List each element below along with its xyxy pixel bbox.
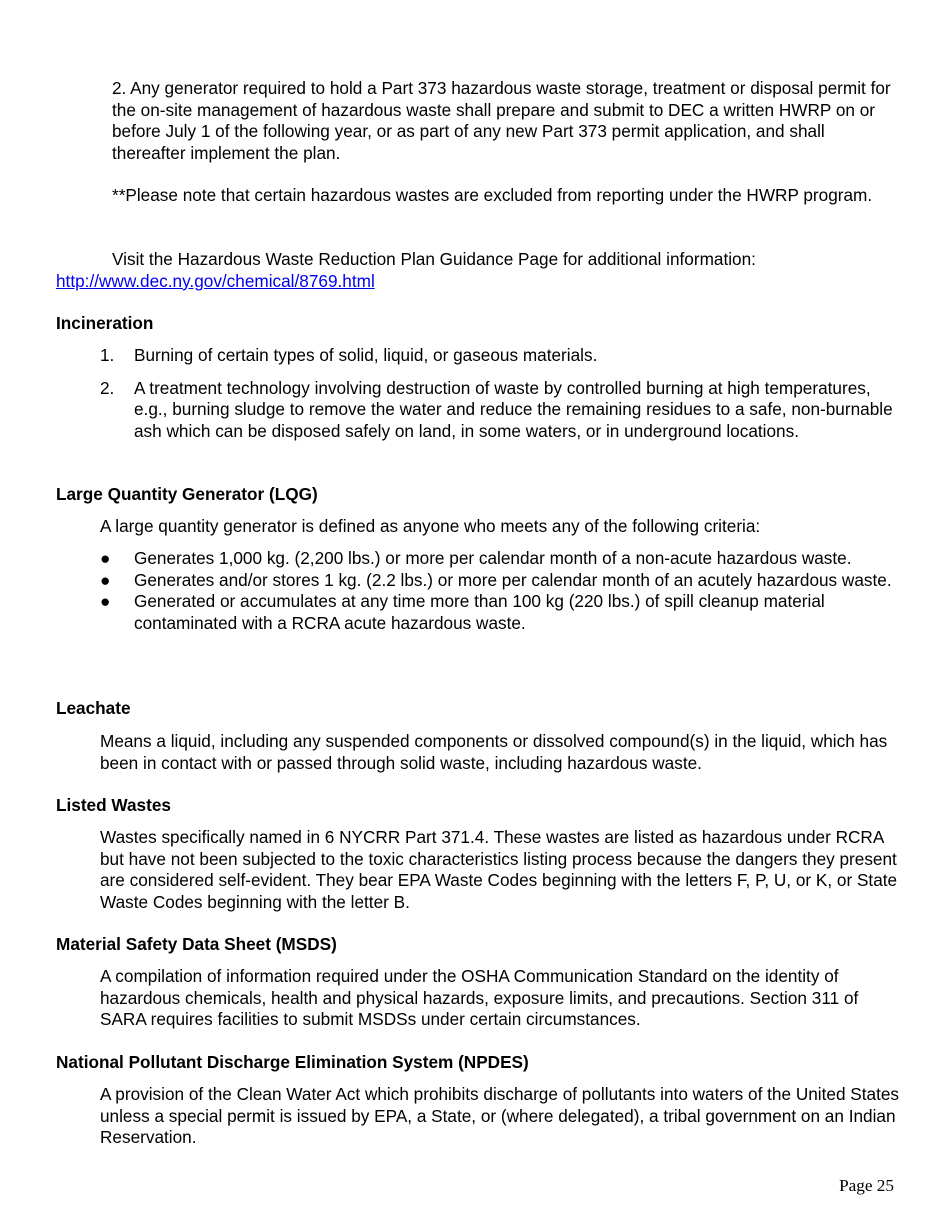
list-item-text: Generated or accumulates at any time more than 100 kg (220 lbs.) of spill cleanup material contaminated with a RCRA acute hazardous waste. (134, 591, 825, 633)
list-item (100, 548, 900, 570)
page-number: Page 25 (839, 1176, 894, 1195)
list-item (100, 570, 900, 592)
list-item-text: Generates 1,000 kg. (2,200 lbs.) or more per calendar month of a non-acute hazardous waste. (134, 548, 852, 568)
lqg-criteria-list (100, 548, 900, 634)
bullet-icon: ● (100, 548, 111, 568)
msds-definition: A compilation of information required under the OSHA Communication Standard on the identity of hazardous chemicals, health and physical hazards, exposure limits, and precautions. Section 311 of SARA requires facilities to submit MSDSs under certain circumstances. (100, 966, 859, 1029)
list-marker: 1. (100, 345, 115, 365)
hwrp-note: **Please note that certain hazardous wastes are excluded from reporting under the HWRP program. (112, 185, 873, 205)
npdes-definition: A provision of the Clean Water Act which prohibits discharge of pollutants into waters of the United States unless a special permit is issued by EPA, a State, or (where delegated), a tribal government on an Indian Reservation. (100, 1084, 900, 1147)
hwrp-visit-paragraph (56, 249, 906, 292)
incineration-heading: Incineration (56, 313, 154, 333)
list-item (100, 591, 900, 634)
hwrp-item-2: 2. Any generator required to hold a Part 373 hazardous waste storage, treatment or disposal permit for the on-site management of hazardous waste shall prepare and submit to DEC a written HWRP on or before July 1 of the following year, or as part of any new Part 373 permit application, and shall thereafter implement the plan. (112, 78, 891, 163)
hwrp-guidance-link[interactable]: http://www.dec.ny.gov/chemical/8769.html (56, 270, 375, 291)
incineration-list (100, 345, 900, 442)
list-item (100, 378, 900, 443)
leachate-heading: Leachate (56, 698, 131, 718)
lqg-intro: A large quantity generator is defined as anyone who meets any of the following criteria: (100, 516, 761, 536)
lqg-heading: Large Quantity Generator (LQG) (56, 484, 318, 504)
list-item-text: Burning of certain types of solid, liquid, or gaseous materials. (134, 345, 598, 365)
bullet-icon: ● (100, 569, 111, 590)
hwrp-visit-text: Visit the Hazardous Waste Reduction Plan Guidance Page for additional information: (112, 249, 756, 269)
listed-wastes-heading: Listed Wastes (56, 795, 171, 815)
list-item-text: A treatment technology involving destruction of waste by controlled burning at high temperatures, e.g., burning sludge to remove the water and reduce the remaining residues to a safe, non-burnable ash which can be disposed safely on land, in some waters, or in underground locations. (134, 377, 893, 441)
bullet-icon: ● (100, 591, 111, 611)
list-marker: 2. (100, 377, 115, 398)
leachate-definition: Means a liquid, including any suspended components or dissolved compound(s) in the liquid, which has been in contact with or passed through solid waste, including hazardous waste. (100, 731, 888, 773)
list-item (100, 345, 900, 367)
listed-wastes-definition: Wastes specifically named in 6 NYCRR Part 371.4. These wastes are listed as hazardous under RCRA but have not been subjected to the toxic characteristics listing process because the dangers they present are considered self-evident. They bear EPA Waste Codes beginning with the letters F, P, U, or K, or State Waste Codes beginning with the letter B. (100, 827, 898, 912)
msds-heading: Material Safety Data Sheet (MSDS) (56, 934, 337, 954)
list-item-text: Generates and/or stores 1 kg. (2.2 lbs.) or more per calendar month of an acutely hazardous waste. (134, 569, 892, 590)
npdes-heading: National Pollutant Discharge Elimination System (NPDES) (56, 1052, 529, 1072)
